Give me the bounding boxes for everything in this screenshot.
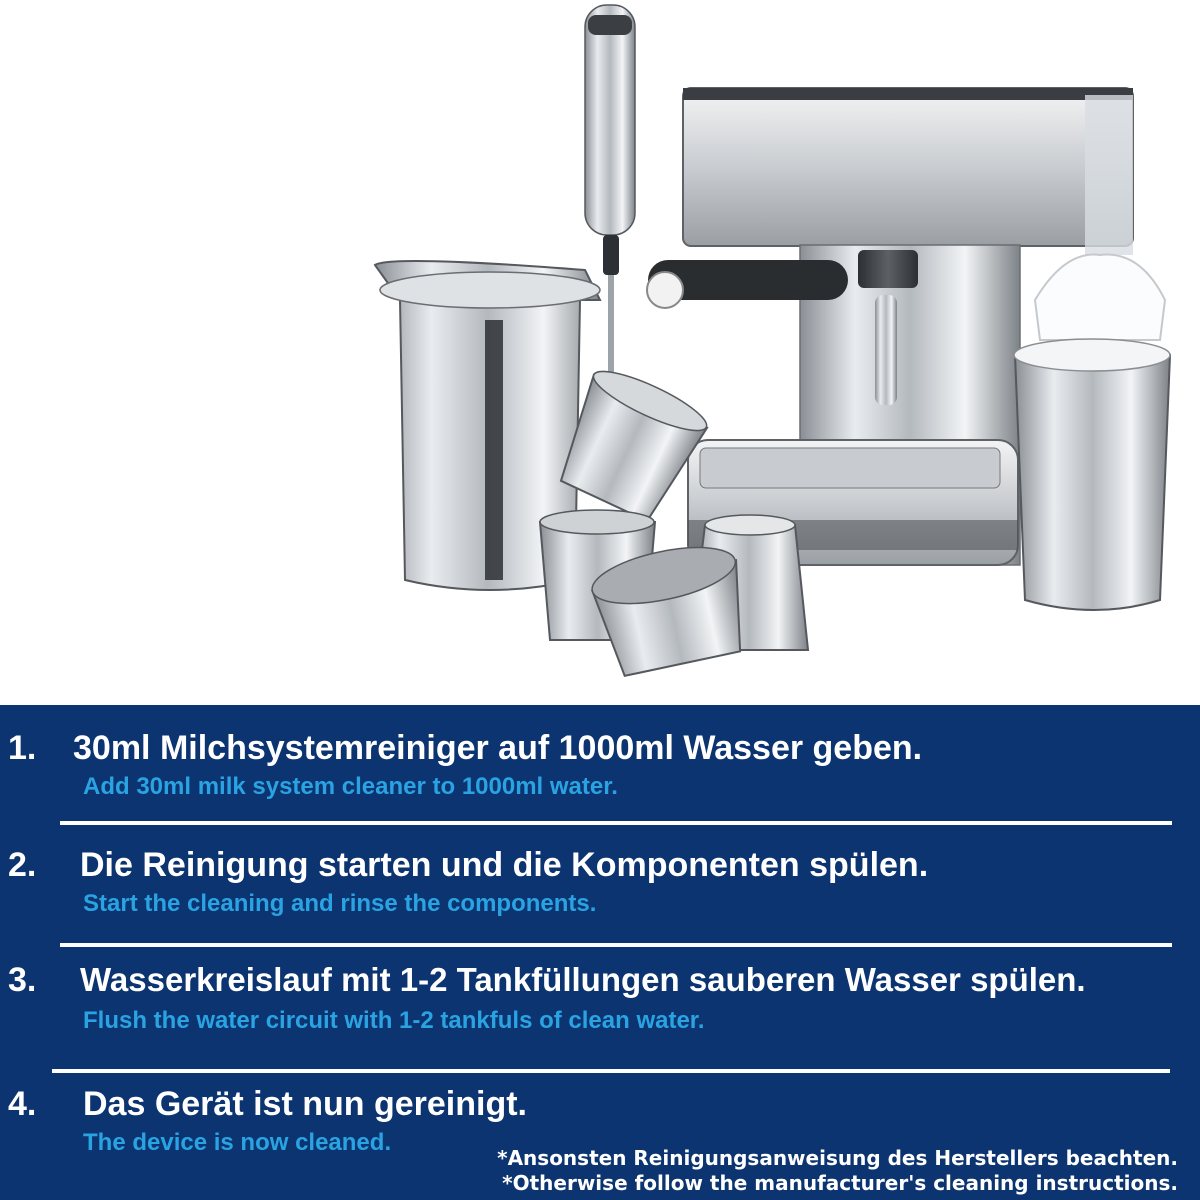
step-text-english: Flush the water circuit with 1-2 tankfuls of clean water. [83, 1007, 705, 1034]
step-number: 3. [8, 961, 37, 999]
step-text-german: 30ml Milchsystemreiniger auf 1000ml Wasser geben. [73, 729, 923, 767]
divider [52, 1069, 1170, 1073]
footnote-german: *Ansonsten Reinigungsanweisung des Herstellers beachten. [497, 1146, 1178, 1170]
step-text-german: Wasserkreislauf mit 1-2 Tankfüllungen sauberen Wasser spülen. [80, 961, 1086, 998]
step-text-english: Start the cleaning and rinse the components. [83, 890, 597, 917]
milk-jug-right [1014, 255, 1170, 610]
shot-cups [540, 361, 808, 679]
divider [60, 821, 1172, 825]
divider [60, 943, 1172, 947]
step-number: 2. [8, 846, 37, 884]
step-text-english: The device is now cleaned. [83, 1129, 392, 1156]
step-text-german: Die Reinigung starten und die Komponenten spülen. [80, 846, 929, 884]
step-text-german: Das Gerät ist nun gereinigt. [83, 1085, 527, 1123]
step-text-english: Add 30ml milk system cleaner to 1000ml water. [83, 773, 618, 800]
step-number: 1. [8, 729, 37, 767]
milk-frother [585, 5, 635, 395]
footnote-english: *Otherwise follow the manufacturer's cleaning instructions. [502, 1171, 1178, 1195]
step-number: 4. [8, 1085, 37, 1123]
instructions-panel [0, 705, 1200, 1200]
